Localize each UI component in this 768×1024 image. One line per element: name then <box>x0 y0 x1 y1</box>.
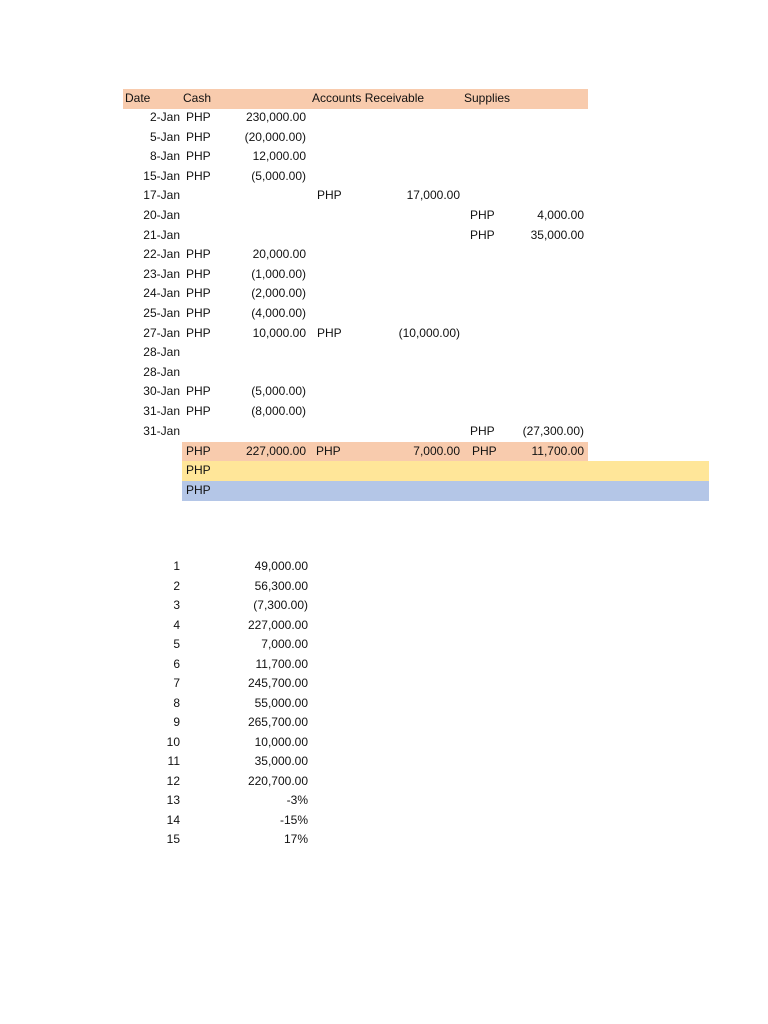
ledger-row <box>0 324 768 343</box>
totals-row <box>0 442 768 461</box>
row-cash: (5,000.00) <box>251 384 306 398</box>
answer-value: 7,000.00 <box>261 637 308 651</box>
row-ar: (10,000.00) <box>398 326 460 340</box>
row-supplies-currency: PHP <box>470 228 495 242</box>
row-supplies: 4,000.00 <box>537 208 584 222</box>
answer-row <box>0 811 768 830</box>
row-date: 27-Jan <box>143 326 180 340</box>
answer-number: 3 <box>173 598 180 612</box>
row-date: 15-Jan <box>143 169 180 183</box>
answer-number: 1 <box>173 559 180 573</box>
row-date: 17-Jan <box>143 188 180 202</box>
header-supplies: Supplies <box>464 91 511 105</box>
answer-row <box>0 655 768 674</box>
yellow-row-currency: PHP <box>186 463 211 477</box>
answer-row <box>0 616 768 635</box>
row-cash-currency: PHP <box>186 169 211 183</box>
answer-number: 15 <box>166 832 180 846</box>
row-cash: (1,000.00) <box>251 267 306 281</box>
answer-number: 13 <box>166 793 180 807</box>
answer-value: 35,000.00 <box>254 754 308 768</box>
blue-row-currency: PHP <box>186 483 211 497</box>
ledger-row <box>0 226 768 245</box>
row-supplies-currency: PHP <box>470 424 495 438</box>
row-cash: (5,000.00) <box>251 169 306 183</box>
row-date: 31-Jan <box>143 404 180 418</box>
answer-row <box>0 694 768 713</box>
answer-value: 220,700.00 <box>247 774 308 788</box>
row-date: 2-Jan <box>149 110 180 124</box>
answer-value: (7,300.00) <box>253 598 308 612</box>
row-cash-currency: PHP <box>186 306 211 320</box>
totals-supplies: 11,700.00 <box>531 444 584 458</box>
row-date: 31-Jan <box>143 424 180 438</box>
answer-value: 245,700.00 <box>247 676 308 690</box>
answer-value: 56,300.00 <box>254 579 308 593</box>
answer-row <box>0 830 768 849</box>
answer-value: -15% <box>279 813 308 827</box>
ledger-row <box>0 128 768 147</box>
answer-number: 12 <box>166 774 180 788</box>
answer-row <box>0 674 768 693</box>
totals-cash-currency: PHP <box>186 444 211 458</box>
answer-row <box>0 772 768 791</box>
answer-row <box>0 577 768 596</box>
ledger-row <box>0 382 768 401</box>
totals-ar: 7,000.00 <box>413 444 460 458</box>
row-date: 20-Jan <box>143 208 180 222</box>
answer-number: 10 <box>166 735 180 749</box>
ledger-row <box>0 245 768 264</box>
answer-row <box>0 733 768 752</box>
answer-row <box>0 635 768 654</box>
answer-number: 11 <box>167 754 180 768</box>
row-cash-currency: PHP <box>186 286 211 300</box>
answer-number: 9 <box>173 715 180 729</box>
row-date: 25-Jan <box>143 306 180 320</box>
ledger-row <box>0 304 768 323</box>
answer-number: 2 <box>173 579 180 593</box>
totals-ar-currency: PHP <box>316 444 341 458</box>
answer-row <box>0 557 768 576</box>
ledger-row <box>0 422 768 441</box>
row-cash: 230,000.00 <box>245 110 306 124</box>
answer-number: 14 <box>166 813 180 827</box>
row-date: 8-Jan <box>149 149 180 163</box>
answer-number: 7 <box>173 676 180 690</box>
row-cash: (4,000.00) <box>251 306 306 320</box>
answer-number: 6 <box>173 657 180 671</box>
answer-row <box>0 791 768 810</box>
answer-value: 227,000.00 <box>247 618 308 632</box>
row-cash-currency: PHP <box>186 384 211 398</box>
totals-cash: 227,000.00 <box>245 444 306 458</box>
answer-value: 10,000.00 <box>254 735 308 749</box>
answer-row <box>0 596 768 615</box>
row-supplies-currency: PHP <box>470 208 495 222</box>
row-date: 28-Jan <box>143 365 180 379</box>
answer-value: 55,000.00 <box>254 696 308 710</box>
answer-value: 49,000.00 <box>254 559 308 573</box>
ledger-row <box>0 108 768 127</box>
answer-value: 17% <box>283 832 308 846</box>
answer-value: 11,700.00 <box>255 657 308 671</box>
blue-row <box>0 481 768 500</box>
row-ar-currency: PHP <box>317 188 342 202</box>
ledger-row <box>0 284 768 303</box>
ledger-row <box>0 265 768 284</box>
row-date: 21-Jan <box>143 228 180 242</box>
ledger-row <box>0 363 768 382</box>
answer-value: 265,700.00 <box>247 715 308 729</box>
ledger-row <box>0 147 768 166</box>
row-cash-currency: PHP <box>186 404 211 418</box>
answer-value: -3% <box>286 793 308 807</box>
yellow-row <box>0 461 768 480</box>
row-cash-currency: PHP <box>186 130 211 144</box>
row-date: 30-Jan <box>143 384 180 398</box>
row-cash-currency: PHP <box>186 326 211 340</box>
row-supplies: 35,000.00 <box>530 228 584 242</box>
header-cash: Cash <box>183 91 212 105</box>
row-cash-currency: PHP <box>186 247 211 261</box>
ledger-row <box>0 402 768 421</box>
row-cash-currency: PHP <box>186 149 211 163</box>
row-date: 28-Jan <box>143 345 180 359</box>
answer-number: 5 <box>173 637 180 651</box>
header-date: Date <box>125 91 151 105</box>
answer-row <box>0 713 768 732</box>
row-ar: 17,000.00 <box>406 188 460 202</box>
row-cash-currency: PHP <box>186 267 211 281</box>
row-date: 23-Jan <box>143 267 180 281</box>
row-cash: 12,000.00 <box>252 149 306 163</box>
row-supplies: (27,300.00) <box>522 424 584 438</box>
row-ar-currency: PHP <box>317 326 342 340</box>
row-cash: (8,000.00) <box>251 404 306 418</box>
ledger-row <box>0 167 768 186</box>
totals-supplies-currency: PHP <box>472 444 497 458</box>
row-date: 5-Jan <box>149 130 180 144</box>
row-cash: (2,000.00) <box>251 286 306 300</box>
answer-row <box>0 752 768 771</box>
ledger-row <box>0 343 768 362</box>
row-cash: 20,000.00 <box>252 247 306 261</box>
answer-number: 8 <box>173 696 180 710</box>
ledger-row <box>0 186 768 205</box>
row-date: 22-Jan <box>143 247 180 261</box>
row-cash-currency: PHP <box>186 110 211 124</box>
row-date: 24-Jan <box>143 286 180 300</box>
row-cash: (20,000.00) <box>244 130 306 144</box>
answer-number: 4 <box>173 618 180 632</box>
header-row <box>0 89 768 108</box>
header-accounts-receivable: Accounts Receivable <box>312 91 425 105</box>
ledger-row <box>0 206 768 225</box>
row-cash: 10,000.00 <box>252 326 306 340</box>
